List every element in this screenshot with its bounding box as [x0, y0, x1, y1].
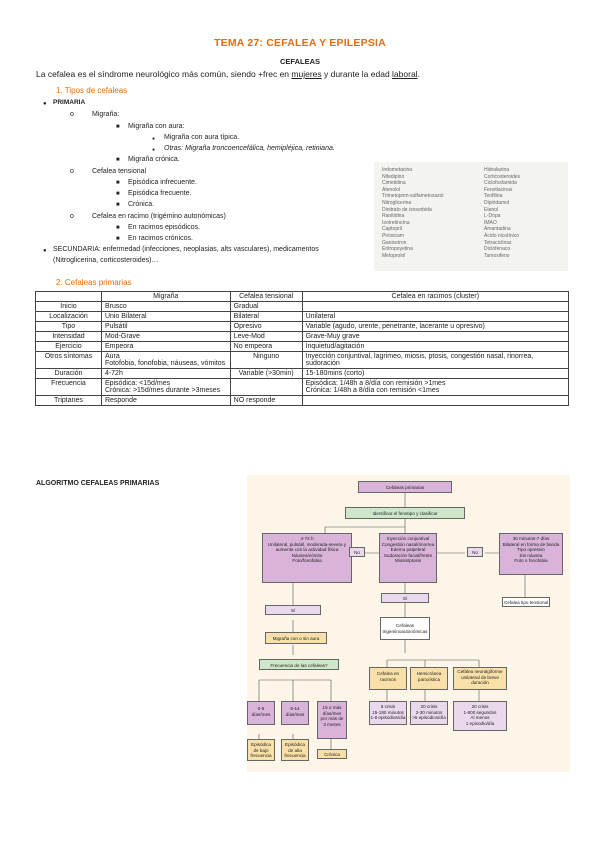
table-cell	[302, 302, 568, 312]
table-row-label: Localización	[36, 312, 102, 322]
drug-name: Ganisetron	[382, 239, 407, 246]
chronic-node: Crónica	[317, 749, 347, 759]
table-row-label: Ejercicio	[36, 342, 102, 352]
drug-name: Indometacina	[382, 167, 413, 173]
comparison-table	[35, 291, 569, 406]
drug-name: Dipiridamol	[484, 199, 510, 206]
secundaria-text-2: (Nitroglicerina, corticosteroides)…	[53, 257, 159, 264]
table-cell: Unilateral	[302, 312, 568, 322]
algorithm-title: ALGORITMO CEFALEAS PRIMARIAS	[36, 480, 160, 487]
secundaria-item	[53, 245, 319, 255]
table-cell: 4-72h	[101, 369, 230, 379]
table-cell: Aura Fotofobia, fonofobia, náuseas, vómitos	[101, 352, 230, 369]
table-row-label: Inicio	[36, 302, 102, 312]
table-cell: Leve-Mod	[230, 332, 302, 342]
intro-mujeres: mujeres	[291, 69, 322, 79]
table-row-label: Duración	[36, 369, 102, 379]
con-aura-item: ■ Migraña con aura:	[128, 122, 184, 132]
drug-name: Ranitidina	[382, 213, 405, 220]
drug-name: Piroxicam	[382, 232, 404, 239]
drug-column-2	[484, 167, 520, 259]
page-title: TEMA 27: CEFALEA Y EPILEPSIA	[214, 37, 386, 49]
drug-name: Hidralazina	[484, 167, 510, 173]
no-node-2: No	[467, 547, 483, 557]
intro-text: .	[417, 69, 420, 79]
table-cell: Mod-Grave	[101, 332, 230, 342]
drug-name: L-Dopa	[484, 213, 501, 220]
frequency-node: Frecuencia de las cefaleas?	[259, 659, 339, 670]
table-cell: Brusco	[101, 302, 230, 312]
cluster-node: Cefalea en racimos	[369, 667, 407, 690]
table-cell	[302, 396, 568, 406]
si-node-center: Sí	[381, 593, 429, 603]
table-cell: Bilateral	[230, 312, 302, 322]
sunct-detail-node: 20 crisis 1-600 segundos Al menos 1 episodio/día	[453, 701, 507, 731]
table-cell	[230, 379, 302, 396]
cluster-detail-node: 5 crisis 15-180 minutos 1-8 episodios/día	[369, 701, 407, 725]
si-node-left: Sí	[265, 605, 321, 615]
drug-name: Dinitrato de isosorbida	[382, 206, 432, 213]
table-row	[36, 312, 569, 322]
drug-name: Amantadina	[484, 226, 511, 233]
cronica-item: ■ Migraña crónica.	[128, 155, 180, 165]
table-cell: Responde	[101, 396, 230, 406]
freq-15-node: 15 o más días/mes por más de 3 meses	[317, 701, 347, 739]
freq-0-5-node: 0-5 días/mes	[247, 701, 275, 725]
drug-column-1	[382, 167, 444, 259]
otras-item: ● Otras: Migraña troncoencefálica, hemipléjica, retiniana.	[164, 144, 335, 154]
table-row	[36, 322, 569, 332]
table-body	[36, 302, 569, 406]
table-cell: Episódica: 1/48h a 8/día con remisión >1mes Crónica: 1/48h a 8/día con remisión <1mes	[302, 379, 568, 396]
secundaria-text: : enfermedad (infecciones, neoplasias, alts vasculares), medicamentos	[98, 246, 319, 253]
table-cell: Ninguno	[230, 352, 302, 369]
drug-name: IMAO	[484, 219, 497, 226]
intro-text: y durante la edad	[321, 69, 393, 79]
infrecuente-item: ■ Episódica infrecuente.	[128, 178, 197, 188]
drug-name: Nitroglicerina	[382, 199, 412, 206]
table-cell: Empeora	[101, 342, 230, 352]
racimo-item: o Cefalea en racimo (trigémino autonómicas)	[92, 212, 226, 222]
table-row-label: Triptanes	[36, 396, 102, 406]
identify-node: Identificar el fenotipo y clasificar	[345, 507, 465, 519]
table-row	[36, 332, 569, 342]
drug-name: Ciclofosfamida	[484, 180, 517, 187]
drug-name: Tamoxifeno	[484, 252, 510, 259]
table-header-cell	[36, 292, 102, 302]
intro-text: La cefalea es el síndrome neurológico más común, siendo +frec en	[36, 69, 292, 79]
migraine-node: Migraña con o sin aura	[265, 632, 327, 644]
table-cell: Gradual	[230, 302, 302, 312]
freq-6-14-node: 6-14 días/mes	[281, 701, 309, 725]
table-row	[36, 379, 569, 396]
episodic-high-node: Episódica de alta frecuencia	[281, 739, 309, 761]
drug-list-image	[374, 162, 568, 271]
table-cell: Inyección conjuntival, lagrimeo, miosis, ptosis, congestión nasal, rinorrea, sudoración	[302, 352, 568, 369]
drug-name: Diclofenaco	[484, 246, 511, 253]
drug-name: Eritropoyetina	[382, 246, 413, 253]
table-cell: Opresivo	[230, 322, 302, 332]
table-header-cell: Cefalea tensional	[230, 292, 302, 302]
tac-criteria-node: Inyección conjuntival Congestión nasal/rinorrea Edema palpebral Sudoración facial/frente Miosis/ptosis	[379, 533, 437, 583]
intro-laboral: laboral	[392, 69, 418, 79]
migrana-item: o Migraña:	[92, 110, 119, 120]
r-cronicos-item: ■ En racimos crónicos.	[128, 234, 193, 244]
no-node-1: No	[349, 547, 365, 557]
table-header-cell: Cefalea en racimos (cluster)	[302, 292, 568, 302]
drug-name: Ácido nicotínico	[484, 232, 520, 239]
table-header-row	[36, 292, 569, 302]
drug-name: Etanol	[484, 206, 499, 213]
table-row	[36, 396, 569, 406]
drug-name: Isotretinoína	[382, 219, 410, 226]
table-cell: Episódica: <15d/mes Crónica: >15d/mes durante >3meses	[101, 379, 230, 396]
migraine-criteria-node: 4-72 h Unilateral, pulsátil, moderada-severa y aumenta con la actividad física Náusea/vómito Foto/fonofobia	[262, 533, 352, 583]
section2-heading: 2. Cefaleas primarias	[56, 278, 132, 287]
t-cronica-item: ■ Crónica.	[128, 200, 154, 210]
table-cell: NO responde	[230, 396, 302, 406]
table-cell: Variable (>30min)	[230, 369, 302, 379]
drug-name: Atenolol	[382, 186, 401, 193]
episodicos-item: ■ En racimos episódicos.	[128, 223, 200, 233]
section1-heading: 1. Tipos de cefaleas	[56, 86, 128, 95]
table-row-label: Tipo	[36, 322, 102, 332]
tension-type-node: Cefalea tipo tensional	[502, 597, 550, 607]
frecuente-item: ■ Episódica frecuente.	[128, 189, 191, 199]
episodic-low-node: Episódica de bajo frecuencia	[247, 739, 275, 761]
drug-name: Fenotiacinas	[484, 186, 513, 193]
table-row	[36, 352, 569, 369]
drug-name: Trimetoprim-sulfametoxazol	[382, 193, 444, 200]
table-row-label: Otros síntomas	[36, 352, 102, 369]
table-cell: 15-180mins (corto)	[302, 369, 568, 379]
table-cell: Inquietud/agitación	[302, 342, 568, 352]
hemicrania-detail-node: 20 crisis 2-30 minutos >5 episodios/día	[410, 701, 448, 725]
drug-name: Cimetidina	[382, 180, 406, 187]
table-row-label: Frecuencia	[36, 379, 102, 396]
drug-name: Metoprolol	[382, 252, 406, 259]
table-row	[36, 342, 569, 352]
table-row	[36, 369, 569, 379]
hemicrania-node: Hemicránea paroxística	[410, 667, 448, 690]
intro-paragraph	[36, 69, 420, 79]
table-cell: Variable (agudo, urente, penetrante, lacerante u opresivo)	[302, 322, 568, 332]
table-cell: Grave-Muy grave	[302, 332, 568, 342]
drug-name: Nifedipino	[382, 173, 405, 180]
section-subtitle: CEFALEAS	[279, 57, 320, 66]
table-cell: Pulsátil	[101, 322, 230, 332]
sunct-node: Cefalea neuralgiforme unilateral de breve duración	[453, 667, 507, 690]
tension-criteria-node: 30 minutos-7 días Bilateral en forma de banda Tipo opresivo Sin náusea Foto o fonofobia	[499, 533, 563, 575]
tipica-item: ● Migraña con aura típica.	[164, 133, 239, 143]
secundaria-label: SECUNDARIA	[53, 246, 99, 253]
table-cell: No empeora	[230, 342, 302, 352]
table-header-cell: Migraña	[101, 292, 230, 302]
table-row	[36, 302, 569, 312]
tensional-item: o Cefalea tensional	[92, 167, 146, 177]
drug-name: Tetraciclinas	[484, 239, 512, 246]
table-cell: Unio Bilateral	[101, 312, 230, 322]
drug-name: Corticosteroides	[484, 173, 521, 180]
algorithm-flowchart	[247, 475, 570, 772]
primaria-item: ● PRIMARIA	[53, 98, 85, 108]
tac-node: Cefaleas trigeminoautonómicas	[380, 617, 430, 640]
table-row-label: Intensidad	[36, 332, 102, 342]
drug-name: Captopril	[382, 226, 403, 233]
drug-name: Teofilina	[484, 193, 503, 200]
start-node: Cefaleas primarias	[358, 481, 452, 493]
